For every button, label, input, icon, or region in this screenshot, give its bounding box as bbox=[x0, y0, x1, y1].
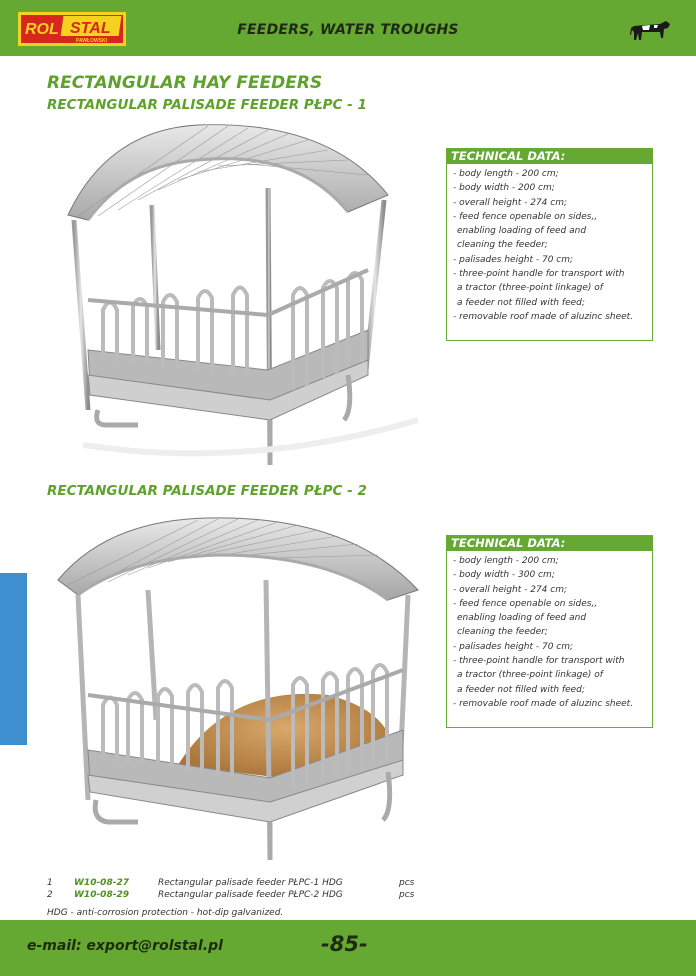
part-number: 1 bbox=[47, 878, 53, 888]
spec-item: a tractor (three-point linkage) of bbox=[457, 670, 603, 681]
part-description: Rectangular palisade feeder PŁPC-1 HDG bbox=[158, 878, 343, 888]
spec-item: a tractor (three-point linkage) of bbox=[457, 283, 603, 294]
spec-item: - body length - 200 cm; bbox=[453, 169, 559, 179]
list-item bbox=[47, 889, 447, 901]
hdg-note: HDG - anti-corrosion protection - hot-dip galvanized. bbox=[47, 908, 284, 918]
spec-item: a feeder not filled with feed; bbox=[457, 684, 585, 695]
cow-icon bbox=[630, 18, 672, 44]
tech-data-box-2 bbox=[446, 535, 653, 728]
part-description: Rectangular palisade feeder PŁPC-2 HDG bbox=[158, 890, 343, 900]
spec-item: - overall height - 274 cm; bbox=[453, 197, 567, 208]
logo-text-rol: ROL bbox=[25, 21, 59, 38]
spec-item: a feeder not filled with feed; bbox=[457, 297, 585, 308]
spec-item: - palisades height - 70 cm; bbox=[453, 254, 574, 265]
spec-item: - palisades height - 70 cm; bbox=[453, 641, 574, 652]
product-1-title: RECTANGULAR PALISADE FEEDER PŁPC - 1 bbox=[47, 97, 367, 113]
list-item bbox=[47, 877, 447, 889]
tech-data-title: TECHNICAL DATA: bbox=[447, 536, 652, 551]
spec-item: - body width - 200 cm; bbox=[453, 183, 555, 194]
part-unit: pcs bbox=[399, 890, 415, 900]
spec-item: - feed fence openable on sides,, bbox=[453, 211, 598, 222]
logo-text-sub: PAWŁOWSKI bbox=[76, 38, 108, 44]
header-title: FEEDERS, WATER TROUGHS bbox=[237, 22, 459, 38]
spec-item: - removable roof made of aluzinc sheet. bbox=[453, 311, 634, 322]
spec-item: cleaning the feeder; bbox=[457, 627, 548, 638]
spec-list bbox=[447, 551, 652, 711]
spec-item: - three-point handle for transport with bbox=[453, 269, 625, 280]
product-2-title: RECTANGULAR PALISADE FEEDER PŁPC - 2 bbox=[47, 483, 367, 499]
page-header bbox=[0, 0, 696, 56]
page-number: -85- bbox=[321, 932, 368, 956]
part-code: W10-08-27 bbox=[74, 878, 129, 888]
tech-data-box-1 bbox=[446, 148, 653, 341]
spec-item: enabling loading of feed and bbox=[457, 613, 587, 624]
side-tab bbox=[0, 573, 27, 745]
hay-feeder-photo bbox=[48, 120, 448, 470]
footer-email[interactable]: e-mail: export@rolstal.pl bbox=[27, 938, 223, 954]
hay-feeder-photo bbox=[48, 510, 448, 865]
spec-item: - three-point handle for transport with bbox=[453, 656, 625, 667]
part-unit: pcs bbox=[399, 878, 415, 888]
part-number: 2 bbox=[47, 890, 53, 900]
tech-data-title: TECHNICAL DATA: bbox=[447, 149, 652, 164]
logo-text-stal: STAL bbox=[70, 20, 111, 37]
page-footer bbox=[0, 920, 696, 976]
spec-item: - body length - 200 cm; bbox=[453, 556, 559, 566]
parts-list bbox=[47, 877, 447, 901]
spec-item: - feed fence openable on sides,, bbox=[453, 598, 598, 609]
spec-item: cleaning the feeder; bbox=[457, 240, 548, 251]
spec-item: - body width - 300 cm; bbox=[453, 570, 555, 581]
section-title: RECTANGULAR HAY FEEDERS bbox=[47, 73, 323, 93]
part-code: W10-08-29 bbox=[74, 890, 129, 900]
spec-item: - removable roof made of aluzinc sheet. bbox=[453, 698, 634, 709]
spec-item: - overall height - 274 cm; bbox=[453, 584, 567, 595]
spec-list bbox=[447, 164, 652, 324]
spec-item: enabling loading of feed and bbox=[457, 226, 587, 237]
